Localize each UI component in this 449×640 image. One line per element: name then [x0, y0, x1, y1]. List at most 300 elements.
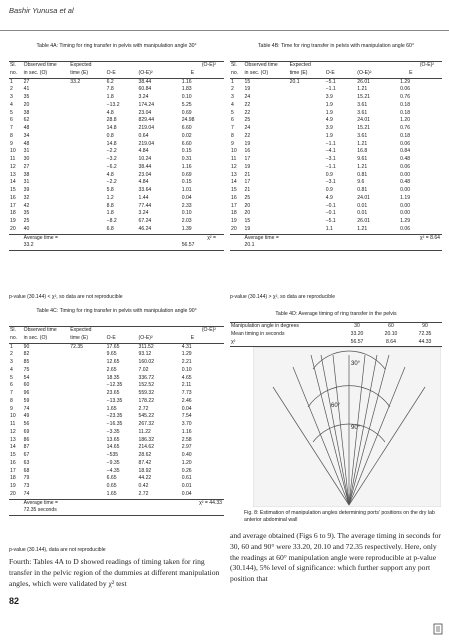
- table-cell: 1.8: [106, 210, 114, 217]
- table-cell: [69, 203, 105, 211]
- table-cell: 7.02: [138, 366, 149, 373]
- table-cell: [289, 203, 325, 211]
- th-observed: Observed time: [23, 327, 57, 333]
- table-cell: 5: [231, 109, 234, 116]
- table-cell: [69, 460, 105, 468]
- table-cell: 0.15: [181, 148, 192, 155]
- table-4c-caption: Table 4C: Timing for ring transfer in pelvis with manipulation angle 90°: [36, 308, 197, 314]
- table-row: [230, 195, 442, 203]
- th-no: no.: [10, 69, 18, 76]
- table-cell: 39: [23, 187, 30, 193]
- table-cell: 15: [244, 218, 251, 224]
- table-row: [230, 164, 442, 172]
- table-cell: [69, 483, 105, 491]
- table-row: [230, 133, 442, 141]
- table-cell: 13: [231, 171, 237, 178]
- table-cell: 4.84: [138, 148, 149, 155]
- table-cell: 1.29: [400, 78, 411, 85]
- table-cell: 30: [354, 323, 360, 329]
- table-row: [230, 117, 442, 125]
- table-row: [9, 141, 224, 149]
- table-cell: 17: [231, 202, 237, 209]
- table-cell: 63: [23, 459, 30, 466]
- table-row: [9, 117, 224, 125]
- table-cell: 16.8: [357, 148, 368, 155]
- th-frac-top: (O-E)²: [419, 62, 434, 68]
- table-cell: −6.2: [106, 163, 117, 170]
- table-cell: 8: [10, 132, 13, 139]
- table-cell: 2.11: [181, 382, 192, 389]
- table-cell: 4: [10, 101, 13, 108]
- figure-8-caption: Fig. 8: Estimation of manipulation angles determining ports' positions on the dry lab anterior abdominal wall: [244, 510, 435, 523]
- table-cell: 1: [10, 78, 13, 85]
- table-cell: 1.29: [400, 218, 411, 224]
- table-cell: 14: [231, 179, 237, 186]
- th-e: E: [409, 69, 413, 76]
- table-row: [9, 187, 224, 195]
- table-cell: 16: [244, 148, 251, 155]
- table-cell: 1.65: [106, 405, 117, 412]
- table-cell: 16: [10, 194, 16, 201]
- table-cell: 85: [23, 359, 30, 365]
- table-cell: 219.04: [138, 140, 155, 147]
- table-row: [9, 375, 224, 383]
- table-row: [9, 452, 224, 460]
- chi-label: χ² = 8.64: [419, 234, 440, 241]
- table-row: [9, 475, 224, 483]
- table-cell: 7.73: [181, 390, 192, 396]
- table-cell: 0.06: [400, 163, 411, 170]
- table-cell: −3.1: [325, 179, 336, 186]
- table-row: [230, 331, 442, 339]
- table-cell: −1.1: [325, 140, 336, 147]
- table-cell: [69, 226, 105, 234]
- table-cell: 1.83: [181, 86, 192, 93]
- table-cell: [69, 413, 105, 421]
- table-row: [9, 218, 224, 226]
- table-cell: 4.9: [325, 194, 333, 201]
- table-cell: 0.15: [181, 179, 192, 186]
- table-cell: [69, 172, 105, 180]
- table-cell: 6.60: [181, 125, 192, 131]
- page-number: 82: [9, 596, 20, 606]
- table-row: [9, 156, 224, 164]
- table-cell: 1.29: [181, 351, 192, 358]
- table-row: [9, 110, 224, 118]
- table-cell: 545.22: [138, 413, 155, 420]
- table-cell: 2.65: [106, 366, 117, 373]
- table-cell: 4.31: [181, 343, 192, 350]
- table-cell: [69, 429, 105, 437]
- body-text-right: and average obtained (Figs 6 to 9). The average timing in seconds for 30, 60 and 90° were 33.20, 20.10 and 72.35 respectively. Here, only the readings at 60° manipulation angle were reproducible at p-value (30.144), 5% level of significance: which further support any port position that: [230, 531, 441, 584]
- table-row: [230, 86, 442, 94]
- table-cell: 17: [244, 156, 251, 162]
- table-row: [9, 398, 224, 406]
- table-cell: [289, 86, 325, 94]
- table-cell: 79: [23, 475, 30, 482]
- table-cell: χ²: [231, 338, 236, 345]
- table-cell: 17.65: [106, 343, 120, 350]
- table-cell: −12.35: [106, 382, 123, 389]
- table-row: [9, 421, 224, 429]
- table-cell: 19: [10, 218, 16, 224]
- table-cell: −535: [106, 452, 119, 458]
- table-cell: −8.2: [106, 218, 117, 224]
- header-rule: [0, 30, 449, 31]
- table-cell: 0.81: [357, 187, 368, 193]
- th-o-e-sq: (O-E)²: [357, 69, 372, 76]
- th-in-sec: in sec. (O): [244, 69, 269, 76]
- table-cell: 6.8: [106, 225, 114, 232]
- table-cell: 0.10: [181, 94, 192, 100]
- th-no: no.: [10, 334, 18, 341]
- table-cell: 3: [10, 94, 13, 100]
- table-cell: 19: [244, 86, 251, 93]
- table-cell: 10.24: [138, 156, 152, 162]
- table-cell: 5.8: [106, 187, 114, 193]
- table-cell: 0.06: [400, 225, 411, 232]
- table-cell: 17: [244, 179, 251, 186]
- table-cell: [289, 218, 325, 226]
- table-row: [9, 164, 224, 172]
- table-cell: 87: [23, 444, 30, 451]
- table-cell: 3.24: [138, 94, 149, 100]
- table-cell: 19: [244, 140, 251, 147]
- table-row: [9, 172, 224, 180]
- table-cell: 4.8: [106, 109, 114, 116]
- table-cell: [289, 125, 325, 133]
- table-row: [230, 172, 442, 180]
- table-cell: 31: [23, 179, 30, 186]
- table-cell: −1.1: [325, 163, 336, 170]
- table-cell: 25: [23, 218, 30, 224]
- table-cell: 15: [10, 187, 16, 193]
- table-cell: 0.76: [400, 94, 411, 100]
- table-cell: −0.1: [325, 202, 336, 209]
- table-cell: 4.9: [325, 117, 333, 124]
- table-cell: [69, 179, 105, 187]
- table-cell: 11.22: [138, 428, 151, 435]
- table-cell: 19: [231, 218, 237, 224]
- table-row: [9, 406, 224, 414]
- table-cell: −4.35: [106, 467, 120, 474]
- table-cell: 38.44: [138, 163, 152, 170]
- table-cell: 0.84: [400, 148, 411, 155]
- table-row: [9, 86, 224, 94]
- table-cell: 20: [231, 225, 237, 232]
- th-e: E: [190, 334, 195, 341]
- table-cell: 0.10: [181, 210, 192, 217]
- table-row: [230, 78, 442, 86]
- table-cell: 13: [10, 171, 16, 178]
- table-cell: 0.18: [400, 109, 411, 116]
- table-cell: [289, 172, 325, 180]
- table-cell: 67.24: [138, 218, 152, 224]
- table-cell: 0.81: [357, 171, 368, 178]
- table-cell: [69, 491, 105, 499]
- th-o-e: O-E: [325, 69, 335, 76]
- table-cell: 22: [244, 109, 251, 116]
- th-e: E: [190, 69, 195, 76]
- table-row: [9, 367, 224, 375]
- table-cell: 2.72: [138, 405, 149, 412]
- table-cell: 3: [10, 359, 13, 365]
- avg-label: Average time =: [23, 234, 58, 241]
- table-cell: 174.24: [138, 101, 155, 108]
- th-o-e-sq: (O-E)²: [138, 334, 153, 341]
- table-cell: 15.21: [357, 94, 371, 100]
- table-cell: 12: [10, 163, 16, 170]
- table-cell: 82: [23, 351, 30, 358]
- table-cell: 73: [23, 483, 30, 489]
- table-row: [230, 94, 442, 102]
- table-row: [9, 359, 224, 367]
- table-cell: 1: [10, 343, 13, 350]
- table-cell: 48: [23, 125, 30, 131]
- table-cell: 20: [244, 202, 251, 209]
- table-cell: 2.21: [181, 359, 192, 365]
- table-cell: 219.04: [138, 125, 155, 131]
- table-cell: 25: [244, 194, 251, 201]
- table-cell: 90: [23, 343, 30, 350]
- table-row: [230, 339, 442, 347]
- table-row: [9, 179, 224, 187]
- table-cell: 0.01: [357, 210, 368, 217]
- table-cell: 0.04: [181, 194, 192, 201]
- table-cell: 1.01: [181, 187, 192, 193]
- table-cell: 3.61: [357, 101, 368, 108]
- table-cell: 0.69: [181, 109, 192, 116]
- table-cell: 1.20: [400, 117, 411, 124]
- table-row: [9, 429, 224, 437]
- table-4b: [230, 61, 442, 251]
- table-cell: 4.65: [181, 374, 192, 381]
- table-cell: [69, 164, 105, 172]
- table-cell: 214.62: [138, 444, 155, 451]
- table-cell: 3.61: [357, 132, 368, 139]
- table-cell: 16: [231, 194, 237, 201]
- table-cell: 9: [231, 140, 234, 147]
- table-cell: 68: [23, 467, 30, 474]
- table-cell: 3: [231, 94, 234, 100]
- table-cell: 40: [23, 225, 30, 232]
- table-row: [9, 148, 224, 156]
- th-sl: Sl.: [231, 62, 237, 68]
- table-4c-pvalue: p-value (30.144), data are not reproducible: [9, 547, 106, 553]
- table-cell: 74: [23, 405, 30, 412]
- table-cell: 1.16: [181, 428, 192, 435]
- table-cell: 10: [10, 413, 16, 420]
- table-cell: 19: [10, 483, 16, 489]
- table-cell: 24: [244, 94, 251, 100]
- table-cell: [289, 210, 325, 218]
- table-cell: 18: [10, 475, 16, 482]
- table-cell: 11: [10, 156, 16, 162]
- table-cell: [69, 110, 105, 118]
- table-cell: 26.01: [357, 218, 371, 224]
- table-cell: 0.31: [181, 156, 192, 162]
- table-cell: 41: [23, 86, 30, 93]
- table-cell: 34: [23, 132, 30, 139]
- table-row: [230, 148, 442, 156]
- table-cell: 1.9: [325, 101, 333, 108]
- table-cell: 44.22: [138, 475, 152, 482]
- table-row: [9, 203, 224, 211]
- table-cell: 24.01: [357, 117, 371, 124]
- table-cell: 0.04: [181, 405, 192, 412]
- th-o-e: O-E: [106, 334, 116, 341]
- table-4b-pvalue: p-value (30.144) > χ², so data are reproducible: [230, 294, 336, 300]
- table-cell: 559.32: [138, 390, 155, 396]
- table-cell: 21: [244, 187, 251, 193]
- table-cell: 23.65: [106, 390, 120, 396]
- table-cell: [69, 156, 105, 164]
- table-cell: 4.8: [106, 171, 114, 178]
- table-cell: 23.04: [138, 171, 152, 178]
- table-cell: 1.44: [138, 194, 149, 201]
- table-cell: 0.00: [400, 187, 411, 193]
- table-cell: [289, 156, 325, 164]
- table-cell: [289, 117, 325, 125]
- th-frac-top: (O-E)²: [201, 62, 216, 68]
- table-cell: 10: [10, 148, 16, 155]
- table-cell: 20: [10, 225, 16, 232]
- table-cell: [69, 475, 105, 483]
- table-cell: 3.70: [181, 421, 192, 427]
- table-cell: 1.21: [357, 225, 368, 232]
- table-cell: 0.69: [181, 171, 192, 178]
- table-cell: 6: [10, 382, 13, 389]
- table-cell: 7.8: [106, 86, 114, 93]
- figure-8-diagram: [253, 347, 441, 507]
- th-observed: Observed time: [23, 62, 57, 68]
- table-cell: 8.8: [106, 202, 114, 209]
- body-text-left: Fourth: Tables 4A to D showed readings of timing taken for ring transfer in the pelvic region of the dummies at different manipulation angles, which were validated by χ² test: [9, 557, 220, 588]
- table-cell: [289, 110, 325, 118]
- table-cell: [69, 421, 105, 429]
- table-cell: 24.98: [181, 117, 195, 124]
- table-4d: [230, 322, 442, 347]
- table-cell: 1.39: [181, 225, 192, 232]
- table-cell: 0.9: [325, 171, 333, 178]
- table-cell: 0.9: [325, 187, 333, 193]
- table-cell: 178.22: [138, 397, 155, 404]
- table-4c: [9, 326, 224, 516]
- table-cell: [69, 351, 105, 359]
- table-cell: 8: [10, 397, 13, 404]
- table-cell: 9.61: [357, 156, 368, 162]
- table-cell: [69, 210, 105, 218]
- table-cell: 0.01: [357, 202, 368, 209]
- table-cell: 72.35: [70, 343, 84, 350]
- chi-label: χ² =: [207, 234, 216, 241]
- table-cell: 20.1: [289, 78, 300, 85]
- table-cell: 2.58: [181, 436, 192, 443]
- table-cell: 35: [23, 210, 30, 217]
- table-cell: 1.19: [400, 194, 411, 201]
- table-cell: 0.61: [181, 475, 192, 482]
- table-cell: [289, 102, 325, 110]
- table-cell: 186.32: [138, 436, 155, 443]
- table-row: [9, 226, 224, 234]
- table-cell: 11: [231, 156, 237, 162]
- table-cell: 30: [23, 156, 30, 162]
- table-cell: 1: [231, 78, 234, 85]
- table-cell: [289, 179, 325, 187]
- table-cell: 2.33: [181, 202, 192, 209]
- table-cell: 93.12: [138, 351, 152, 358]
- table-cell: 20: [23, 101, 30, 108]
- table-cell: 19: [244, 163, 251, 170]
- table-cell: 3.61: [357, 109, 368, 116]
- table-row: [230, 102, 442, 110]
- table-row: [9, 460, 224, 468]
- table-cell: 38: [23, 109, 30, 116]
- table-cell: 17: [10, 467, 16, 474]
- table-cell: 10: [231, 148, 237, 155]
- table-cell: 54: [23, 374, 30, 381]
- table-cell: −5.1: [325, 218, 336, 224]
- table-cell: 27: [23, 78, 30, 85]
- table-4b-caption: Table 4B: Time for ring transfer in pelvis with manipulation angle 60°: [257, 43, 415, 49]
- table-row: [9, 210, 224, 218]
- table-row: [9, 483, 224, 491]
- table-cell: 4: [10, 366, 13, 373]
- table-cell: Mean timing in seconds: [231, 330, 285, 337]
- table-cell: 21: [244, 171, 251, 178]
- table-cell: [69, 218, 105, 226]
- table-cell: 15.21: [357, 125, 371, 131]
- table-cell: [289, 187, 325, 195]
- table-cell: Manipulation angle in degrees: [231, 323, 299, 329]
- table-cell: 9.6: [357, 179, 365, 186]
- table-cell: 14.8: [106, 140, 117, 147]
- table-cell: 19: [244, 225, 251, 232]
- table-cell: 15: [10, 452, 16, 458]
- table-cell: [69, 102, 105, 110]
- table-cell: 4.84: [138, 179, 149, 186]
- table-cell: [289, 133, 325, 141]
- table-cell: 96: [23, 390, 30, 396]
- table-row: [9, 491, 224, 499]
- table-cell: 7: [10, 125, 13, 131]
- table-cell: [69, 133, 105, 141]
- table-cell: 0.26: [181, 467, 192, 474]
- table-cell: 267.32: [138, 421, 155, 427]
- table-cell: 72.35: [418, 330, 432, 337]
- table-cell: 18: [231, 210, 237, 217]
- avg-value: 33.2: [23, 242, 34, 249]
- table-cell: 28.62: [138, 452, 152, 458]
- th-sl: Sl.: [10, 327, 16, 333]
- table-cell: 0.76: [400, 125, 411, 131]
- table-row: [230, 156, 442, 164]
- table-cell: 2.03: [181, 218, 192, 224]
- table-cell: 0.65: [106, 483, 117, 489]
- table-cell: 7.54: [181, 413, 192, 420]
- table-cell: 48: [23, 140, 30, 147]
- table-cell: 14: [10, 179, 16, 186]
- table-cell: 35: [23, 94, 30, 100]
- table-row: [9, 413, 224, 421]
- table-cell: 1.21: [357, 140, 368, 147]
- table-cell: 1.8: [106, 94, 114, 100]
- table-cell: 0.48: [400, 179, 411, 186]
- table-cell: −9.35: [106, 459, 120, 466]
- table-row: [230, 210, 442, 218]
- table-cell: 0.06: [400, 140, 411, 147]
- table-cell: 26.01: [357, 78, 371, 85]
